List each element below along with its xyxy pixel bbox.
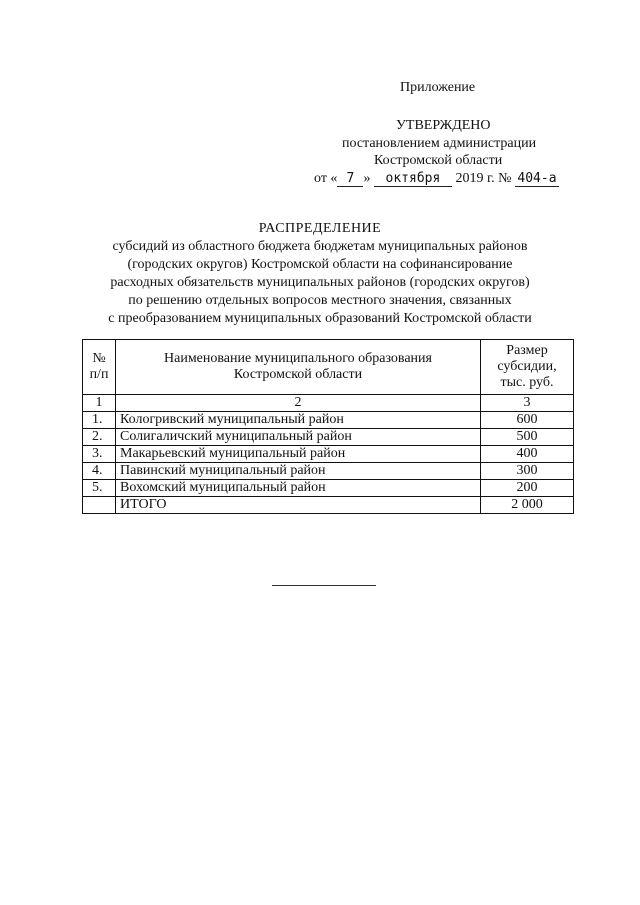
title-line: расходных обязательств муниципальных районов (городских округов) [110,275,530,290]
row-district-name: Вохомский муниципальный район [116,480,481,497]
table-row [83,480,574,497]
header-number-line: № [92,351,106,366]
appendix-label: Приложение [400,80,476,95]
decree-line-2: Костромской области [374,153,503,168]
header-name [116,340,481,395]
row-subsidy-value: 500 [481,429,574,446]
column-index: 1 [83,395,116,412]
row-number: 4. [83,463,116,480]
table-row [83,412,574,429]
table-row [83,429,574,446]
row-district-name: Солигаличский муниципальный район [116,429,481,446]
row-number: 2. [83,429,116,446]
header-name-line: Наименование муниципального образования [164,351,432,366]
year-text: 2019 г. № [455,171,512,186]
row-district-name: Макарьевский муниципальный район [116,446,481,463]
title-line: по решению отдельных вопросов местного значения, связанных [128,293,512,308]
column-index-row [83,395,574,412]
table-row [83,463,574,480]
total-label: ИТОГО [116,497,481,514]
decree-line-1: постановлением администрации [342,136,537,151]
table-row [83,446,574,463]
row-number: 3. [83,446,116,463]
title-line: субсидий из областного бюджета бюджетам муниципальных районов [112,239,528,254]
header-name-line: Костромской области [233,367,363,382]
document-title [60,220,580,328]
title-line: с преобразованием муниципальных образований Костромской области [108,311,532,326]
header-size [481,340,574,395]
header-size-line: субсидии, [497,359,557,374]
header-number [83,340,116,395]
decree-date-line [314,171,559,187]
total-row [83,497,574,514]
total-number [83,497,116,514]
handwritten-day: 7 [337,172,363,187]
row-subsidy-value: 200 [481,480,574,497]
row-district-name: Павинский муниципальный район [116,463,481,480]
row-subsidy-value: 400 [481,446,574,463]
header-size-line: тыс. руб. [500,375,554,390]
total-value: 2 000 [481,497,574,514]
handwritten-month: октября [374,172,452,187]
row-subsidy-value: 600 [481,412,574,429]
table-header-row [83,340,574,395]
column-index: 3 [481,395,574,412]
row-district-name: Кологривский муниципальный район [116,412,481,429]
title-line: (городских округов) Костромской области на софинансирование [127,257,513,272]
row-number: 1. [83,412,116,429]
approved-stamp-label: УТВЕРЖДЕНО [396,118,491,133]
handwritten-document-number: 404-а [515,172,559,187]
row-subsidy-value: 300 [481,463,574,480]
column-index: 2 [116,395,481,412]
closing-divider [272,585,376,586]
row-number: 5. [83,480,116,497]
header-number-line: п/п [89,367,109,382]
subsidy-table [82,339,574,514]
header-size-line: Размер [506,343,548,358]
title-heading: РАСПРЕДЕЛЕНИЕ [258,221,382,236]
date-prefix: от « [314,171,338,186]
date-mid: » [363,171,371,186]
